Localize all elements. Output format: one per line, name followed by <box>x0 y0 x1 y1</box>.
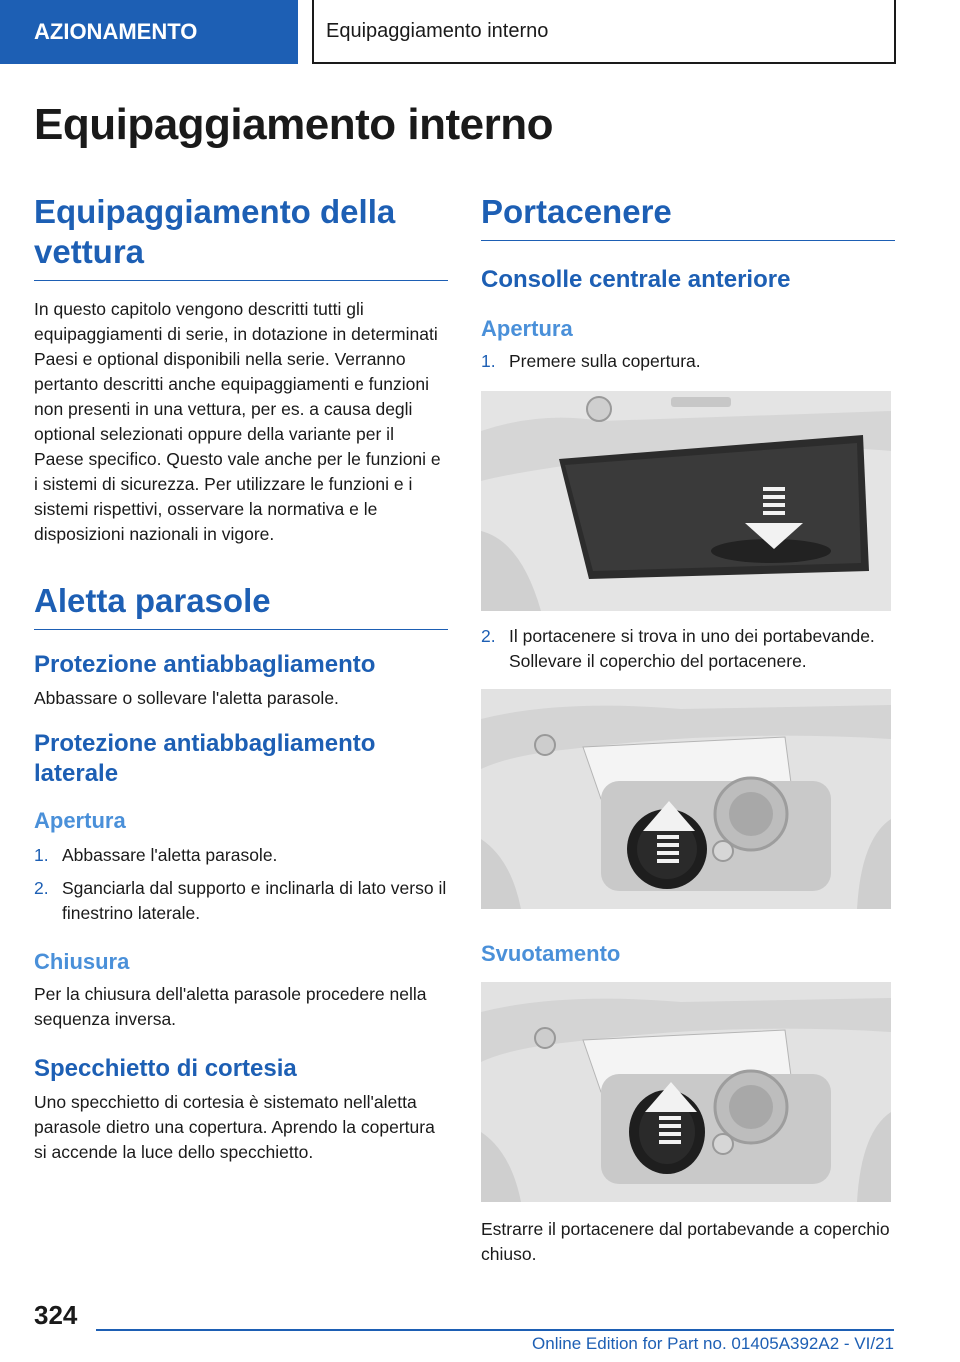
heading-emptying: Svuotamento <box>481 941 621 966</box>
opening-steps <box>34 843 448 926</box>
step-text: Sganciarla dal supporto e inclinarla di lato verso il finestrino laterale. <box>62 878 447 923</box>
console-cover-drawing <box>481 391 891 611</box>
paragraph-glare-protection: Abbassare o sollevare l'aletta parasole. <box>34 688 339 708</box>
heading-vanity-mirror: Specchietto di cortesia <box>34 1055 297 1082</box>
left-column <box>34 192 448 1165</box>
heading-ashtray: Portacenere <box>481 192 895 241</box>
right-column-empty-heading <box>481 940 895 968</box>
paragraph-vanity-mirror: Uno specchietto di cortesia è sistemato nell'aletta parasole dietro una copertura. Aprendo la copertura si accende la luce dello specchietto. <box>34 1092 435 1162</box>
step-number: 1. <box>481 351 496 371</box>
heading-front-console: Consolle centrale anteriore <box>481 266 791 293</box>
step-number: 1. <box>34 845 49 865</box>
illustration-press-cover <box>481 391 891 611</box>
cupholder-ashtray-drawing <box>481 689 891 909</box>
section-tab[interactable]: AZIONAMENTO <box>0 0 298 64</box>
step-text: Il portacenere si trova in uno dei portabevande. Sollevare il coperchio del portacenere. <box>509 626 875 671</box>
heading-closing: Chiusura <box>34 949 130 974</box>
list-item <box>34 843 448 868</box>
paragraph-emptying: Estrarre il portacenere dal portabevande a coperchio chiuso. <box>481 1219 890 1264</box>
step-number: 2. <box>34 878 49 898</box>
step-text: Abbassare l'aletta parasole. <box>62 845 278 865</box>
footer-divider <box>96 1329 894 1331</box>
heading-glare-protection: Protezione antiabbagliamento <box>34 651 376 678</box>
right-column-top <box>481 192 895 374</box>
chapter-tab[interactable]: Equipaggiamento interno <box>312 0 896 64</box>
list-item <box>481 624 895 674</box>
paragraph-closing: Per la chiusura dell'aletta parasole procedere nella sequenza inversa. <box>34 984 427 1029</box>
heading-side-glare-protection: Protezione antiabbagliamento laterale <box>34 730 376 787</box>
heading-opening: Apertura <box>34 808 126 833</box>
paragraph-vehicle-equipment: In questo capitolo vengono descritti tutti gli equipaggiamenti di serie, in dotazione in determinati Paesi e optional disponibili nella serie. Verranno pertanto descritti anche equipaggiamenti e funzioni non presenti in una vettura, per es. a causa degli optional selezionati oppure della variante per il Paese specifico. Questo vale anche per le funzioni e i sistemi di sicurezza. Per utilizzare le funzioni e i sistemi rispettivi, osservare la normativa e le disposizioni nazionali in vigore. <box>34 299 441 544</box>
illustration-emptying <box>481 982 891 1202</box>
page-number: 324 <box>34 1300 78 1330</box>
illustration-lift-lid <box>481 689 891 909</box>
page-title: Equipaggiamento interno <box>34 100 553 149</box>
edition-text: Online Edition for Part no. 01405A392A2 - VI/21 <box>532 1334 894 1353</box>
step-number: 2. <box>481 626 496 646</box>
step-text: Premere sulla copertura. <box>509 351 701 371</box>
ashtray-removal-drawing <box>481 982 891 1202</box>
heading-ashtray-opening: Apertura <box>481 316 573 341</box>
heading-sun-visor: Aletta parasole <box>34 581 448 630</box>
list-item <box>34 876 448 926</box>
right-column-step2 <box>481 624 895 674</box>
list-item <box>481 349 895 374</box>
right-column-empty-text <box>481 1217 895 1267</box>
heading-vehicle-equipment: Equipaggiamento della vettura <box>34 192 448 281</box>
